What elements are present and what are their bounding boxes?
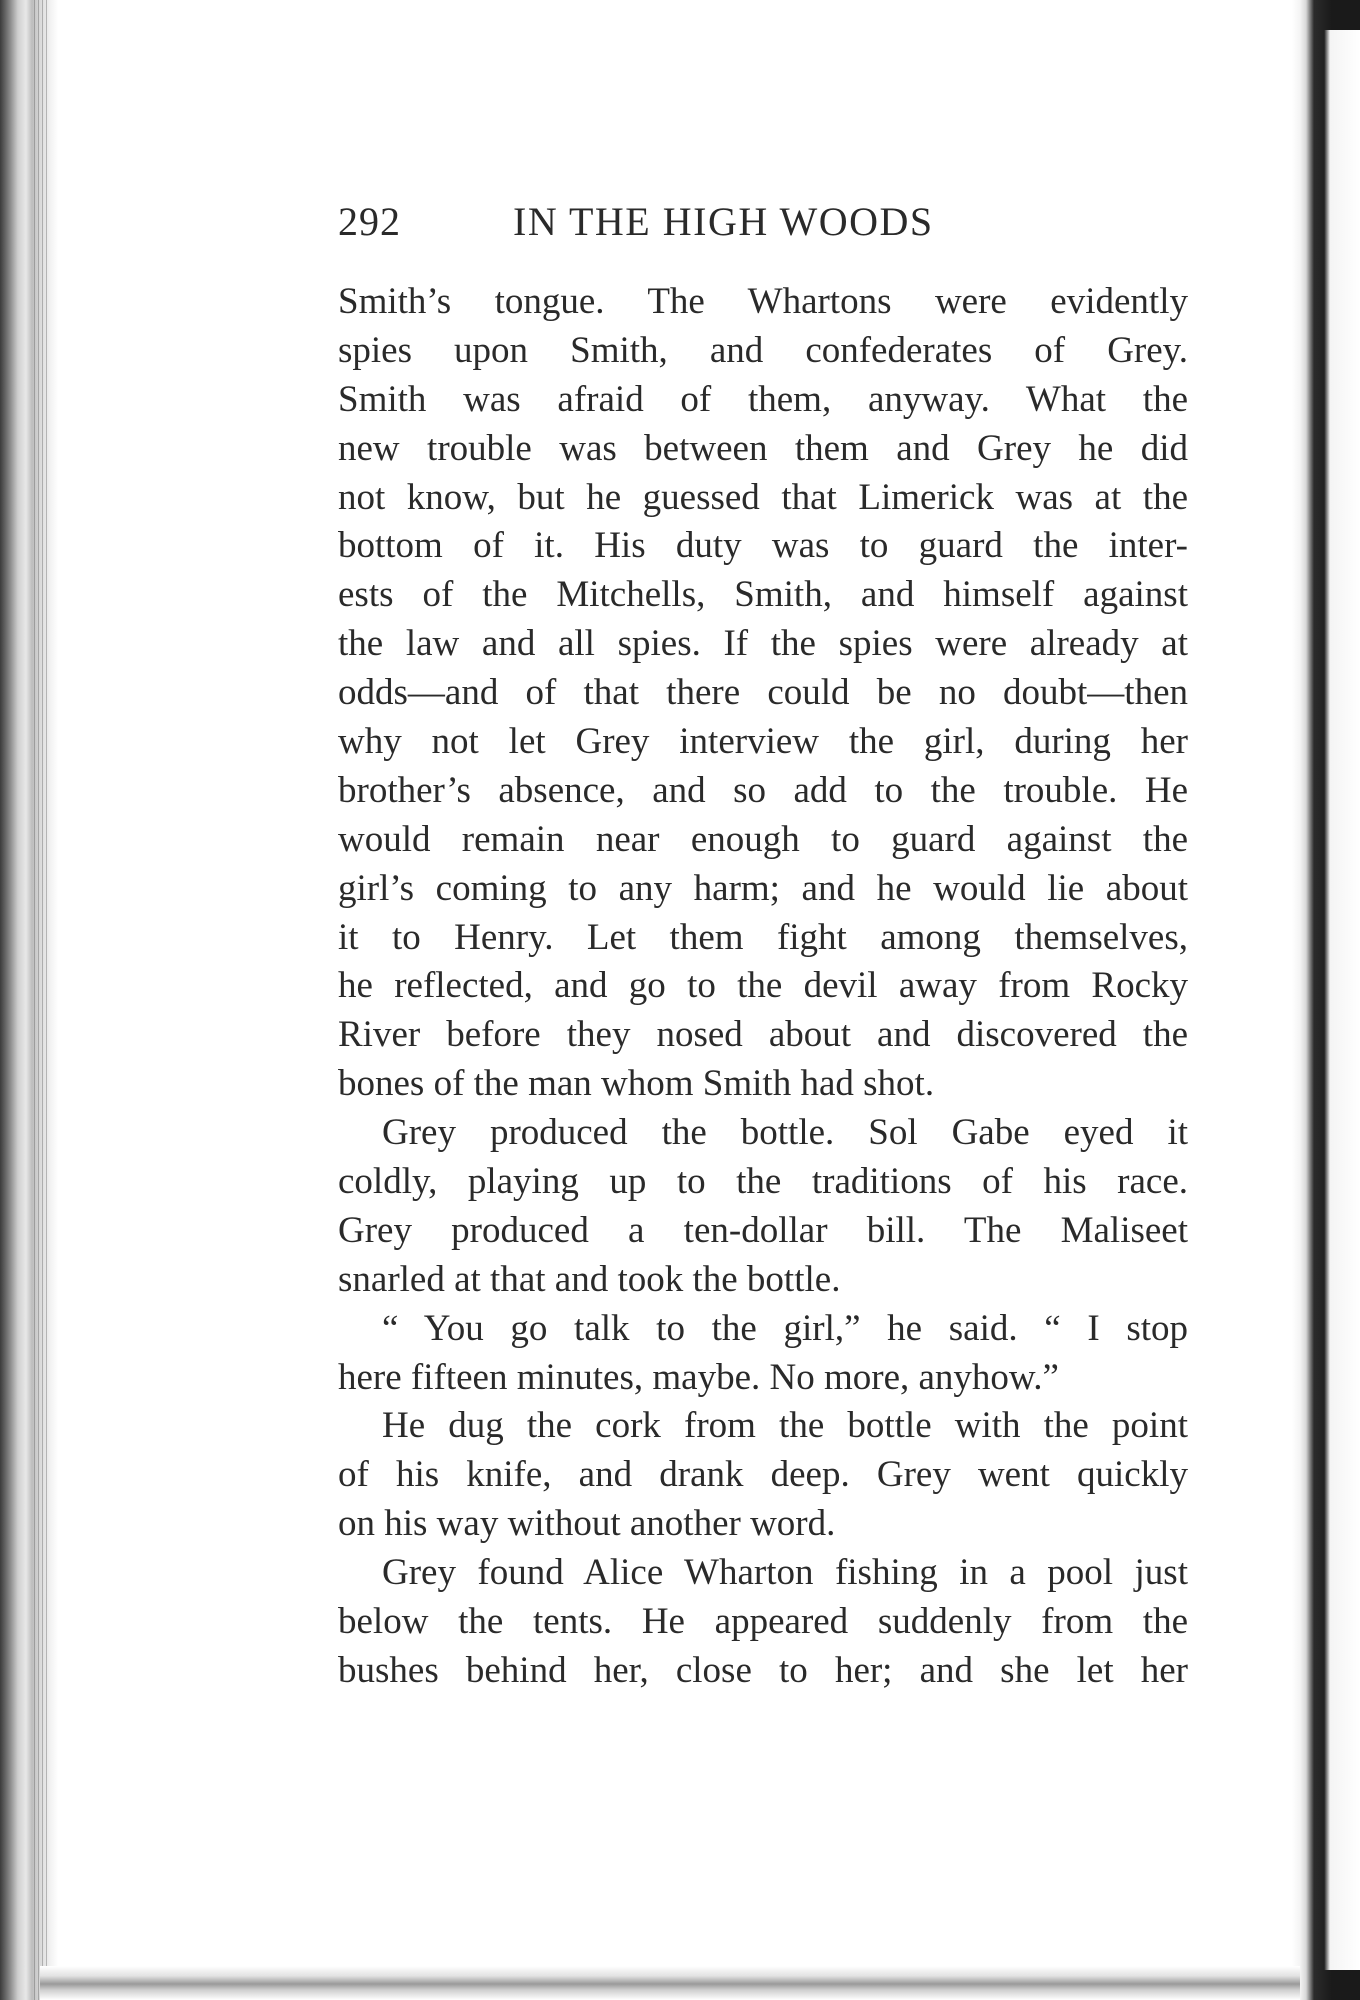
right-page-margin	[1324, 30, 1360, 1970]
text-line: bushes behind her, close to her; and she let her	[338, 1649, 1188, 1691]
text-line: Grey found Alice Wharton fishing in a pool just	[382, 1552, 1188, 1594]
text-line: bottom of it. His duty was to guard the inter-	[338, 525, 1188, 567]
text-line: Grey produced a ten-dollar bill. The Maliseet	[338, 1209, 1188, 1251]
body-text	[338, 278, 1188, 1696]
text-line: Grey produced the bottle. Sol Gabe eyed it	[382, 1112, 1188, 1154]
book-spine	[0, 0, 58, 2000]
text-line: Smith’s tongue. The Whartons were evidently	[338, 281, 1188, 322]
text-line: he reflected, and go to the devil away from Rocky	[338, 965, 1188, 1007]
bottom-page-edge	[40, 1966, 1300, 2000]
text-line: it to Henry. Let them fight among themselves,	[338, 916, 1188, 958]
text-line: bones of the man whom Smith had shot.	[338, 1063, 935, 1105]
text-line: spies upon Smith, and confederates of Grey.	[338, 329, 1188, 371]
page-number: 292	[338, 199, 401, 244]
text-line: ests of the Mitchells, Smith, and himself against	[338, 574, 1188, 616]
text-line: coldly, playing up to the traditions of his race.	[338, 1161, 1188, 1203]
text-line: odds—and of that there could be no doubt—then	[338, 672, 1188, 714]
text-line: below the tents. He appeared suddenly from the	[338, 1601, 1188, 1643]
text-line: not know, but he guessed that Limerick was at the	[338, 476, 1188, 518]
page-header	[338, 190, 1188, 250]
text-line: the law and all spies. If the spies were already at	[338, 623, 1188, 665]
spine-page-edges	[34, 0, 48, 2000]
text-line: new trouble was between them and Grey he did	[338, 427, 1188, 469]
text-line: here fifteen minutes, maybe. No more, anyhow.”	[338, 1356, 1059, 1398]
text-line: “ You go talk to the girl,” he said. “ I stop	[382, 1307, 1188, 1349]
text-line: Smith was afraid of them, anyway. What the	[338, 378, 1188, 420]
running-head: IN THE HIGH WOODS	[513, 199, 934, 244]
text-line: River before they nosed about and discovered the	[338, 1014, 1188, 1056]
text-line: of his knife, and drank deep. Grey went quickly	[338, 1454, 1188, 1496]
text-line: why not let Grey interview the girl, during her	[338, 721, 1188, 763]
text-line: snarled at that and took the bottle.	[338, 1258, 841, 1300]
text-line: He dug the cork from the bottle with the point	[382, 1405, 1188, 1447]
text-line: on his way without another word.	[338, 1503, 836, 1545]
text-line: would remain near enough to guard against the	[338, 818, 1188, 860]
text-line: girl’s coming to any harm; and he would lie about	[338, 867, 1188, 909]
book-page	[338, 190, 1188, 1696]
text-line: brother’s absence, and so add to the trouble. He	[338, 769, 1188, 811]
